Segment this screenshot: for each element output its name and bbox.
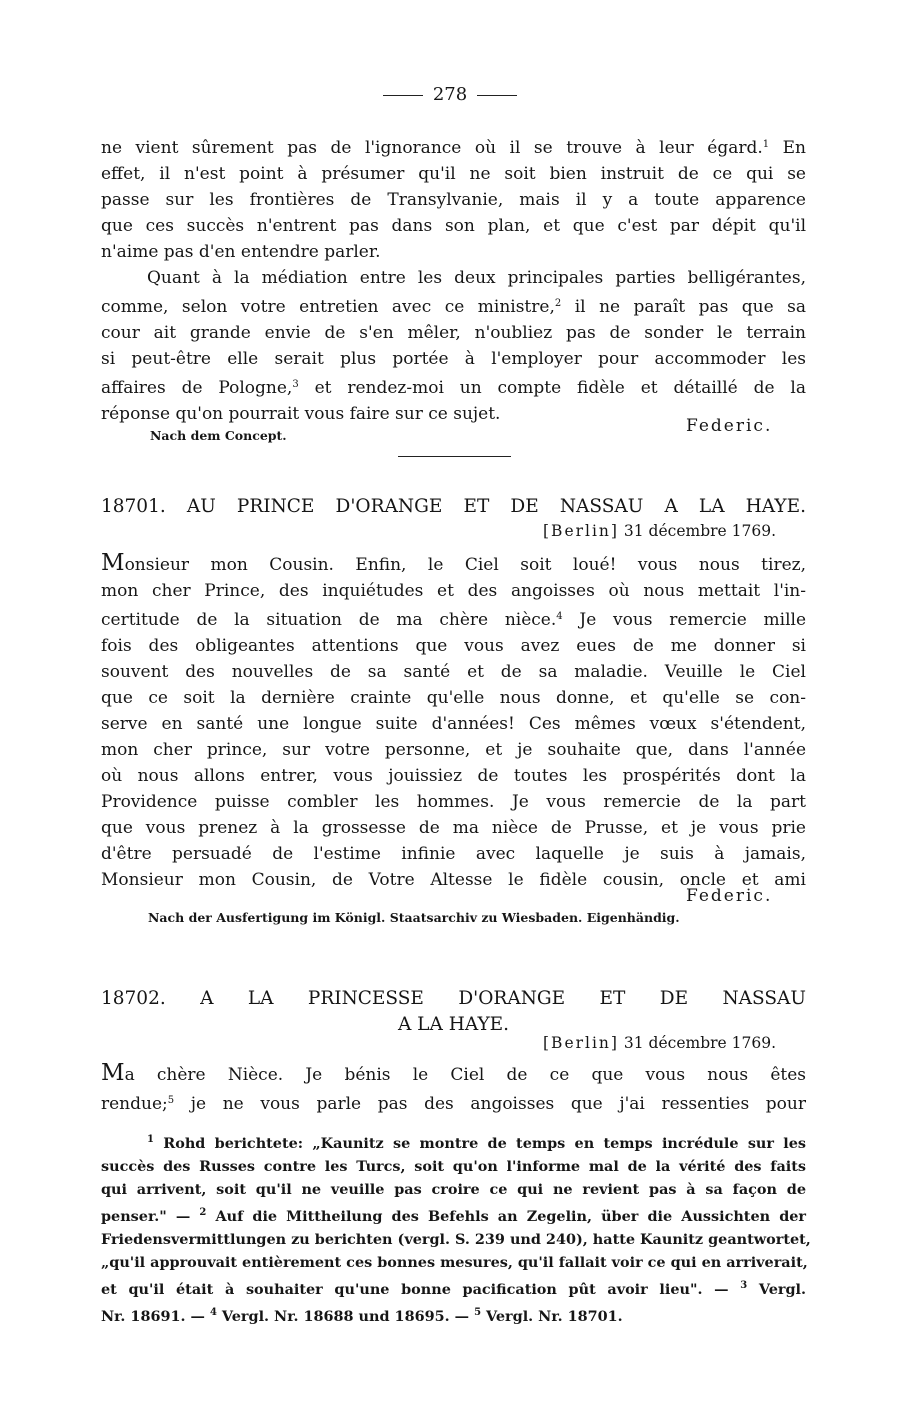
text-line: réponse qu'on pourrait vous faire sur ce sujet. — [101, 404, 501, 424]
previous-letter-continuation — [101, 132, 806, 427]
text-line: cour ait grande envie de s'en mêler, n'oubliez pas de sonder le terrain — [101, 323, 806, 343]
letter-date: [Berlin] 31 décembre 1769. — [543, 1034, 777, 1052]
text-line: Quant à la médiation entre les deux principales parties belligérantes, — [147, 268, 806, 288]
page-number: 278 — [0, 84, 900, 105]
footnote-line: penser." — $^2$ Auf die Mittheilung des Befehls an Zegelin, über die Aussichten der — [101, 1207, 806, 1225]
initial-letter: M — [101, 550, 125, 576]
letter-number: 18701. — [101, 496, 166, 517]
footnote-number: 2 — [199, 1207, 207, 1218]
letter-title: A LA PRINCESSE D'ORANGE ET DE NASSAU — [200, 988, 806, 1009]
letter-body — [101, 1060, 806, 1117]
footnote-ref: 2 — [554, 298, 562, 309]
text-line: que vous prenez à la grossesse de ma nièce de Prusse, et je vous prie — [101, 818, 806, 838]
letter-title-line2: A LA HAYE. — [397, 1014, 510, 1035]
footnote-ref: 5 — [167, 1095, 175, 1106]
text-line: que ce soit la dernière crainte qu'elle nous donne, et qu'elle se con- — [101, 688, 806, 708]
page-number-dash-right — [477, 95, 517, 96]
source-note: Nach dem Concept. — [150, 428, 287, 443]
text-line: Providence puisse combler les hommes. Je vous remercie de la part — [101, 792, 806, 812]
initial-letter: M — [101, 1060, 125, 1086]
text-line: rendue;$^5$ je ne vous parle pas des angoisses que j'ai ressenties pour — [101, 1094, 806, 1114]
footnotes — [101, 1128, 811, 1328]
footnote-number: 1 — [147, 1134, 154, 1145]
letter-heading — [101, 494, 806, 520]
footnote-line: succès des Russes contre les Turcs, soit qu'on l'informe mal de la vérité des faits — [101, 1158, 806, 1175]
footnote-line: Nr. 18691. — $^4$ Vergl. Nr. 18688 und 18695. — $^5$ Vergl. Nr. 18701. — [101, 1307, 623, 1325]
footnote-ref: 4 — [556, 611, 563, 622]
text-line: n'aime pas d'en entendre parler. — [101, 242, 381, 262]
text-line: ne vient sûrement pas de l'ignorance où il se trouve à leur égard.$^1$ En — [101, 138, 806, 158]
text-line: affaires de Pologne,$^3$ et rendez-moi un compte fidèle et détaillé de la — [101, 378, 806, 398]
footnote-line: Friedensvermittlungen zu berichten (vergl. S. 239 und 240), hatte Kaunitz geantwortet, — [101, 1231, 811, 1248]
letter-title: AU PRINCE D'ORANGE ET DE NASSAU A LA HAYE. — [186, 496, 806, 517]
text-line: que ces succès n'entrent pas dans son plan, et que c'est par dépit qu'il — [101, 216, 806, 236]
text-line: fois des obligeantes attentions que vous avez eues de me donner si — [101, 636, 806, 656]
footnote-line: qui arrivent, soit qu'il ne veuille pas croire ce qui ne revient pas à sa façon de — [101, 1181, 806, 1198]
footnote-ref: 3 — [292, 379, 299, 390]
section-divider — [398, 456, 511, 457]
page-number-dash-left — [383, 95, 423, 96]
text-line: serve en santé une longue suite d'années! Ces mêmes vœux s'étendent, — [101, 714, 806, 734]
footnote-line: et qu'il était à souhaiter qu'une bonne pacification pût avoir lieu". — $^3$ Vergl. — [101, 1280, 807, 1298]
letter-body — [101, 550, 806, 893]
text-line: souvent des nouvelles de sa santé et de sa maladie. Veuille le Ciel — [101, 662, 806, 682]
text-line: comme, selon votre entretien avec ce ministre,$^2$ il ne paraît pas que sa — [101, 297, 807, 317]
footnote-number: 4 — [209, 1307, 217, 1318]
signature: Federic. — [686, 886, 773, 906]
text-line: où nous allons entrer, vous jouissiez de toutes les prospérités dont la — [101, 766, 806, 786]
footnote-ref: 1 — [762, 139, 770, 150]
footnote-line: „qu'il approuvait entièrement ces bonnes mesures, qu'il fallait voir ce qui en arriverait, — [101, 1254, 808, 1271]
text-line: si peut-être elle serait plus portée à l'employer pour accommoder les — [101, 349, 806, 369]
letter-number: 18702. — [101, 988, 166, 1009]
source-note: Nach der Ausfertigung im Königl. Staatsarchiv zu Wiesbaden. Eigenhändig. — [148, 910, 680, 925]
letter-heading — [101, 986, 806, 1038]
footnote-line: $^1$ Rohd berichtete: „Kaunitz se montre de temps en temps incrédule sur les — [147, 1134, 807, 1152]
text-line: passe sur les frontières de Transylvanie, mais il y a toute apparence — [101, 190, 806, 210]
text-line: mon cher prince, sur votre personne, et je souhaite que, dans l'année — [101, 740, 806, 760]
footnote-number: 3 — [740, 1280, 748, 1291]
text-line: certitude de la situation de ma chère nièce.$^4$ Je vous remercie mille — [101, 610, 806, 630]
text-line: Monsieur mon Cousin. Enfin, le Ciel soit loué! vous nous tirez, — [101, 550, 806, 576]
text-line: Monsieur mon Cousin, de Votre Altesse le fidèle cousin, oncle et ami — [101, 870, 806, 890]
text-line: Ma chère Nièce. Je bénis le Ciel de ce que vous nous êtes — [101, 1060, 806, 1086]
footnote-number: 5 — [474, 1307, 482, 1318]
signature: Federic. — [686, 416, 773, 436]
text-line: effet, il n'est point à présumer qu'il ne soit bien instruit de ce qui se — [101, 164, 806, 184]
text-line: d'être persuadé de l'estime infinie avec laquelle je suis à jamais, — [101, 844, 806, 864]
text-line: mon cher Prince, des inquiétudes et des angoisses où nous mettait l'in- — [101, 581, 806, 601]
letter-date: [Berlin] 31 décembre 1769. — [543, 522, 777, 540]
